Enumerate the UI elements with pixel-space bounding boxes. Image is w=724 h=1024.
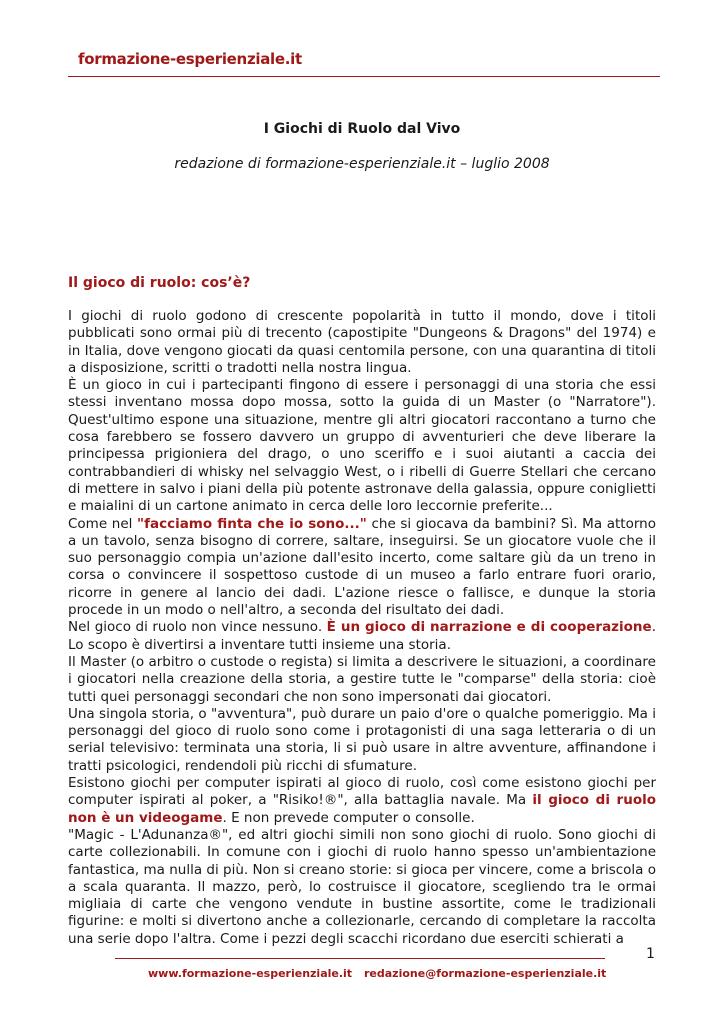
- text-run: . E non prevede computer o consolle.: [222, 809, 475, 826]
- footer-website-link[interactable]: www.formazione-esperienziale.it: [148, 967, 353, 980]
- body-text: [68, 308, 656, 948]
- site-logo-text: formazione-esperienziale.it: [78, 50, 302, 68]
- text-run: Come nel: [68, 515, 138, 532]
- text-run: . Lo scopo è divertirsi a inventare tutti insieme una storia.: [68, 619, 656, 653]
- text-run: Esistono giochi per computer ispirati al gioco di ruolo, così come esistono giochi per computer ispirati al poker, a "Risiko!®", alla battaglia navale. Ma: [68, 775, 656, 809]
- footer-email-link[interactable]: redazione@formazione-esperienziale.it: [364, 967, 607, 980]
- paragraph: Una singola storia, o "avventura", può durare un paio d'ore o qualche pomeriggio. Ma i personaggi del gioco di ruolo sono come i protagonisti di una saga letteraria o di un serial televisivo: terminata una storia, li si può usare in altre avventure, affinandone i tratti psicologici, rendendoli più ricchi di sfumature.: [68, 705, 656, 774]
- paragraph: [68, 775, 656, 827]
- page-number: 1: [646, 946, 655, 962]
- paragraph: I giochi di ruolo godono di crescente popolarità in tutto il mondo, dove i titoli pubblicati sono ormai più di trecento (capostipite "Dungeons & Dragons" del 1974) e in Italia, dove vengono giocati da quasi centomila persone, con una quarantina di titoli a disposizione, scritti o tradotti nella nostra lingua.: [68, 308, 656, 376]
- paragraph: [68, 619, 656, 654]
- paragraph: Il Master (o arbitro o custode o regista) si limita a descrivere le situazioni, a coordinare i giocatori nella creazione della storia, a gestire tutte le "comparse" della storia: cioè tutti quei personaggi secondari che non sono impersonati dai giocatori.: [68, 653, 656, 705]
- paragraph: "Magic - L'Adunanza®", ed altri giochi simili non sono giochi di ruolo. Sono giochi di carte collezionabili. In comune con i giochi di ruolo hanno spesso un'ambientazione fantastica, ma nulla di più. Non si creano storie: si gioca per vincere, come a briscola o a scala quaranta. Il mazzo, però, lo costruisce il giocatore, scegliendo tra le ormai migliaia di carte che vengono vendute in bustine assortite, come le tradizionali figurine: e molti si divertono anche a collezionarle, cercando di completare la raccolta una serie dopo l'altra. Come i pezzi degli scacchi ricordano due eserciti schierati a: [68, 826, 656, 947]
- text-run: Nel gioco di ruolo non vince nessuno.: [68, 619, 327, 636]
- footer-divider: [115, 958, 605, 959]
- document-title: I Giochi di Ruolo dal Vivo: [263, 121, 461, 137]
- highlight-text: È un gioco di narrazione e di cooperazione: [326, 619, 652, 636]
- paragraph: [68, 516, 656, 620]
- paragraph: È un gioco in cui i partecipanti fingono di essere i personaggi di una storia che essi stessi inventano mossa dopo mossa, sotto la guida di un Master (o "Narratore"). Quest'ultimo espone una situazione, mentre gli altri giocatori raccontano a turno che cosa farebbero se fossero davvero un gruppo di avventurieri che deve liberare la principessa prigioniera del drago, o uno sceriffo e i suoi aiutanti a caccia dei contrabbandieri di whisky nel selvaggio West, o i ribelli di Guerre Stellari che cercano di mettere in salvo i piani della più potente astronave della galassia, oppure coniglietti e maialini di un cartone animato in cerca delle loro leccornie preferite...: [68, 377, 656, 515]
- section-heading: Il gioco di ruolo: cos’è?: [68, 275, 251, 291]
- highlight-text: il gioco di ruolo non è un videogame: [68, 792, 657, 826]
- text-run: che si giocava da bambini? Sì. Ma attorno a un tavolo, senza bisogno di correre, saltare, inseguirsi. Se un giocatore vuole che il suo personaggio compia un'azione dall'esito incerto, come saltare giù da un treno in corsa o convincere il sospettoso custode di un museo a farlo entrare fuori orario, ricorre in genere al lancio dei dadi. L'azione riesce o fallisce, e dunque la storia procede in un modo o nell'altro, a seconda del risultato dei dadi.: [68, 515, 656, 619]
- header-divider: [68, 76, 660, 77]
- highlight-text: "facciamo finta che io sono...": [137, 515, 367, 532]
- document-subtitle: redazione di formazione-esperienziale.it – luglio 2008: [174, 156, 550, 172]
